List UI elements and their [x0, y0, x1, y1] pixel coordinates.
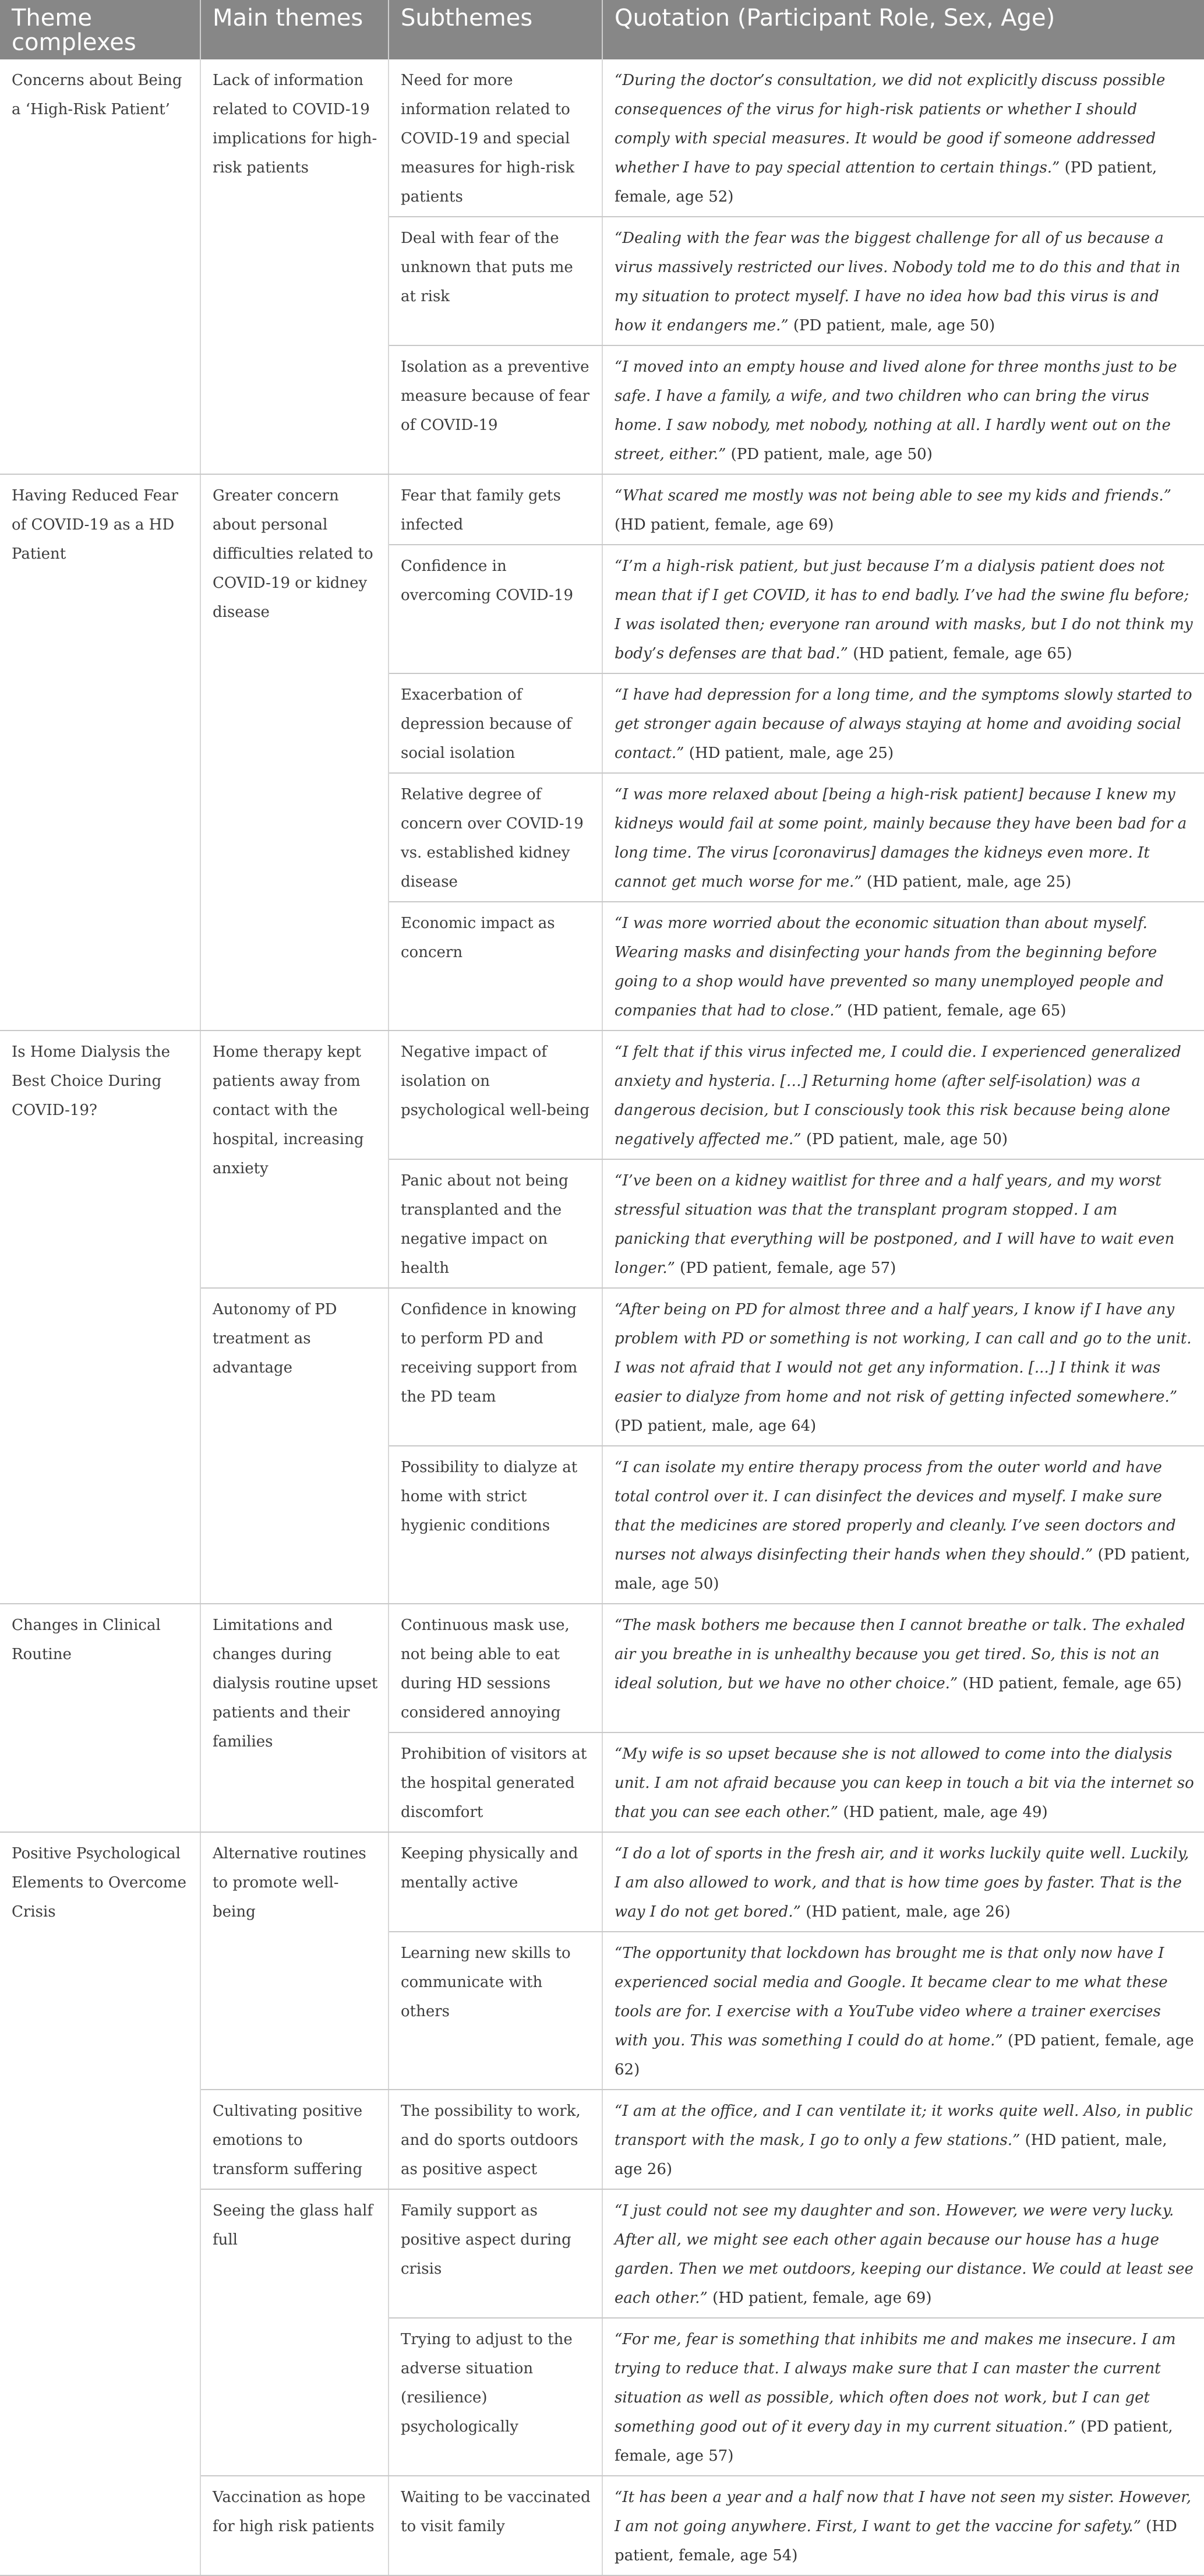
participant-attribution: (HD patient, male, age 49): [843, 1804, 1048, 1821]
theme-complex-cell: Is Home Dialysis the Best Choice During COVID-19?: [0, 1031, 200, 1604]
quotation-text: “My wife is so upset because she is not allowed to come into the dialysis unit. I am not afraid because you can keep in touch a bit via the internet so that you can see each other.”: [615, 1745, 1194, 1821]
table-row: [0, 59, 1204, 217]
quotation-cell: [602, 1832, 1204, 1932]
quotation-text: “I was more relaxed about [being a high-risk patient] because I knew my kidneys would fail at some point, mainly because they have been bad for a long time. The virus [coronavirus] damages the kidneys even more. It cannot get much worse for me.”: [615, 786, 1187, 891]
quotation-text: “I do a lot of sports in the fresh air, and it works luckily quite well. Luckily, I am also allowed to work, and that is how time goes by faster. That is the way I do not get bored.”: [615, 1845, 1189, 1921]
quotation-text: “I am at the office, and I can ventilate it; it works quite well. Also, in public transport with the mask, I go to only a few stations.”: [615, 2102, 1193, 2149]
participant-attribution: (PD patient, female, age 57): [615, 2418, 1173, 2465]
quotation-cell: [602, 545, 1204, 673]
quotation-text: “I was more worried about the economic situation than about myself. Wearing masks and disinfecting your hands from the beginning before going to a shop would have prevented so many unemployed people and companies that had to close.”: [615, 915, 1164, 1019]
participant-attribution: (PD patient, female, age 52): [615, 159, 1157, 206]
main-theme-cell: Greater concern about personal difficulties related to COVID-19 or kidney disease: [200, 474, 389, 1031]
subtheme-cell: Isolation as a preventive measure because of fear of COVID-19: [389, 345, 602, 474]
participant-attribution: (HD patient, male, age 25): [688, 744, 894, 762]
quotation-text: “I just could not see my daughter and son. However, we were very lucky. After all, we might see each other again because our house has a huge garden. Then we met outdoors, keeping our distance. We could at least see each other.”: [615, 2202, 1194, 2307]
quotation-cell: [602, 1288, 1204, 1446]
subtheme-cell: Prohibition of visitors at the hospital generated discomfort: [389, 1732, 602, 1832]
main-theme-cell: Alternative routines to promote well-being: [200, 1832, 389, 2090]
main-theme-cell: Home therapy kept patients away from contact with the hospital, increasing anxiety: [200, 1031, 389, 1288]
participant-attribution: (PD patient, male, age 50): [806, 1131, 1008, 1148]
table-row: [0, 1832, 1204, 1932]
quotation-text: “I’m a high-risk patient, but just because I’m a dialysis patient does not mean that if I get COVID, it has to end badly. I’ve had the swine flu before; I was isolated then; everyone ran around with masks, but I do not think my body’s defenses are that bad.”: [615, 557, 1193, 662]
subtheme-cell: Economic impact as concern: [389, 902, 602, 1031]
table-body: [0, 59, 1204, 2575]
header-main-themes: Main themes: [200, 0, 389, 59]
subtheme-cell: Trying to adjust to the adverse situation (resilience) psychologically: [389, 2318, 602, 2476]
subtheme-cell: Fear that family gets infected: [389, 474, 602, 545]
main-theme-cell: Lack of information related to COVID-19 implications for high-risk patients: [200, 59, 389, 474]
participant-attribution: (HD patient, male, age 25): [866, 873, 1072, 891]
subtheme-cell: Possibility to dialyze at home with strict hygienic conditions: [389, 1446, 602, 1604]
header-quotation: Quotation (Participant Role, Sex, Age): [602, 0, 1204, 59]
participant-attribution: (HD patient, female, age 65): [962, 1675, 1182, 1692]
participant-attribution: (HD patient, female, age 69): [712, 2289, 932, 2307]
quotation-cell: [602, 2318, 1204, 2476]
quotation-text: “Dealing with the fear was the biggest challenge for all of us because a virus massively restricted our lives. Nobody told me to do this and that in my situation to protect myself. I have no idea how bad this virus is and how it endangers me.”: [615, 230, 1181, 334]
table-row: [0, 1031, 1204, 1159]
participant-attribution: (HD patient, male, age 26): [806, 1903, 1011, 1921]
quotation-text: “I’ve been on a kidney waitlist for three and a half years, and my worst stressful situation was that the transplant program stopped. I am panicking that everything will be postponed, and I will have to wait even longer.”: [615, 1172, 1175, 1277]
quotation-text: “After being on PD for almost three and a half years, I know if I have any problem with PD or something is not working, I can call and go to the unit. I was not afraid that I would not get any information. [...] I think it was easier to dialyze from home and not risk of getting infected somewhere.”: [615, 1301, 1192, 1406]
header-theme-complexes: Theme complexes: [0, 0, 200, 59]
theme-complex-cell: Concerns about Being a ‘High-Risk Patient’: [0, 59, 200, 474]
quotation-text: “The opportunity that lockdown has brought me is that only now have I experienced social media and Google. It became clear to me what these tools are for. I exercise with a YouTube video where a trainer exercises with you. This was something I could do at home.”: [615, 1945, 1168, 2049]
quotation-cell: [602, 773, 1204, 902]
subtheme-cell: Waiting to be vaccinated to visit family: [389, 2476, 602, 2575]
quotation-cell: [602, 1732, 1204, 1832]
subtheme-cell: Keeping physically and mentally active: [389, 1832, 602, 1932]
subtheme-cell: Need for more information related to COVID-19 and special measures for high-risk patients: [389, 59, 602, 217]
quotation-text: “I can isolate my entire therapy process from the outer world and have total control over it. I can disinfect the devices and myself. I make sure that the medicines are stored properly and cleanly. I’ve seen doctors and nurses not always disinfecting their hands when they should.”: [615, 1459, 1176, 1564]
main-theme-cell: Limitations and changes during dialysis routine upset patients and their families: [200, 1604, 389, 1832]
quotation-cell: [602, 1932, 1204, 2090]
subtheme-cell: Learning new skills to communicate with others: [389, 1932, 602, 2090]
quotation-cell: [602, 2476, 1204, 2575]
subtheme-cell: Panic about not being transplanted and the negative impact on health: [389, 1159, 602, 1288]
quotation-cell: [602, 345, 1204, 474]
quotation-text: “I felt that if this virus infected me, I could die. I experienced generalized anxiety and hysteria. […] Returning home (after self-isolation) was a dangerous decision, but I consciously took this risk because being alone negatively affected me.”: [615, 1043, 1181, 1148]
subtheme-cell: Continuous mask use, not being able to eat during HD sessions considered annoying: [389, 1604, 602, 1732]
participant-attribution: (PD patient, female, age 57): [680, 1259, 896, 1277]
participant-attribution: (HD patient, male, age 26): [615, 2132, 1167, 2178]
participant-attribution: (PD patient, male, age 50): [730, 446, 933, 463]
main-theme-cell: Vaccination as hope for high risk patients: [200, 2476, 389, 2575]
quotation-text: “I moved into an empty house and lived alone for three months just to be safe. I have a family, a wife, and two children who can bring the virus home. I saw nobody, met nobody, nothing at all. I hardly went out on the street, either.”: [615, 358, 1177, 463]
participant-attribution: (HD patient, female, age 65): [853, 645, 1072, 662]
quotation-text: “It has been a year and a half now that I have not seen my sister. However, I am not going anywhere. First, I want to get the vaccine for safety.”: [615, 2489, 1192, 2535]
quotation-cell: [602, 474, 1204, 545]
main-theme-cell: Autonomy of PD treatment as advantage: [200, 1288, 389, 1604]
quotation-cell: [602, 1604, 1204, 1732]
subtheme-cell: Negative impact of isolation on psychological well-being: [389, 1031, 602, 1159]
quotation-text: “I have had depression for a long time, and the symptoms slowly started to get stronger again because of always staying at home and avoiding social contact.”: [615, 686, 1192, 762]
table-row: [0, 474, 1204, 545]
quotation-cell: [602, 673, 1204, 773]
table-row: [0, 1604, 1204, 1732]
quotation-text: “For me, fear is something that inhibits me and makes me insecure. I am trying to reduce that. I always make sure that I can master the current situation as well as possible, which often does not work, but I can get something good out of it every day in my current situation.”: [615, 2331, 1176, 2436]
participant-attribution: (PD patient, male, age 50): [615, 1546, 1191, 1593]
participant-attribution: (HD patient, female, age 65): [847, 1002, 1067, 1019]
theme-complex-cell: Changes in Clinical Routine: [0, 1604, 200, 1832]
main-theme-cell: Seeing the glass half full: [200, 2189, 389, 2476]
theme-complex-cell: Positive Psychological Elements to Overcome Crisis: [0, 1832, 200, 2575]
participant-attribution: (PD patient, female, age 62): [615, 2032, 1194, 2079]
participant-attribution: (HD patient, female, age 54): [615, 2518, 1177, 2564]
participant-attribution: (PD patient, male, age 64): [615, 1417, 817, 1435]
subtheme-cell: Exacerbation of depression because of social isolation: [389, 673, 602, 773]
table-header: [0, 0, 1204, 59]
quotation-cell: [602, 1446, 1204, 1604]
subtheme-cell: Confidence in overcoming COVID-19: [389, 545, 602, 673]
quotation-cell: [602, 2189, 1204, 2318]
participant-attribution: (PD patient, male, age 50): [793, 317, 995, 334]
subtheme-cell: The possibility to work, and do sports outdoors as positive aspect: [389, 2090, 602, 2189]
subtheme-cell: Family support as positive aspect during crisis: [389, 2189, 602, 2318]
participant-attribution: (HD patient, female, age 69): [615, 516, 834, 534]
quotation-cell: [602, 902, 1204, 1031]
quotation-cell: [602, 2090, 1204, 2189]
quotation-cell: [602, 1031, 1204, 1159]
theme-complex-cell: Having Reduced Fear of COVID-19 as a HD Patient: [0, 474, 200, 1031]
quotation-cell: [602, 1159, 1204, 1288]
subtheme-cell: Confidence in knowing to perform PD and receiving support from the PD team: [389, 1288, 602, 1446]
subtheme-cell: Relative degree of concern over COVID-19 vs. established kidney disease: [389, 773, 602, 902]
subtheme-cell: Deal with fear of the unknown that puts me at risk: [389, 217, 602, 345]
quotation-cell: [602, 217, 1204, 345]
header-subthemes: Subthemes: [389, 0, 602, 59]
quotation-text: “The mask bothers me because then I cannot breathe or talk. The exhaled air you breathe in is unhealthy because you get tired. So, this is not an ideal solution, but we have no other choice.”: [615, 1617, 1185, 1692]
quotation-text: “What scared me mostly was not being able to see my kids and friends.”: [615, 487, 1171, 504]
main-theme-cell: Cultivating positive emotions to transform suffering: [200, 2090, 389, 2189]
quotation-cell: [602, 59, 1204, 217]
quotation-text: “During the doctor’s consultation, we did not explicitly discuss possible consequences of the virus for high-risk patients or whether I should comply with special measures. It would be good if someone addressed whether I have to pay special attention to certain things.”: [615, 72, 1166, 177]
